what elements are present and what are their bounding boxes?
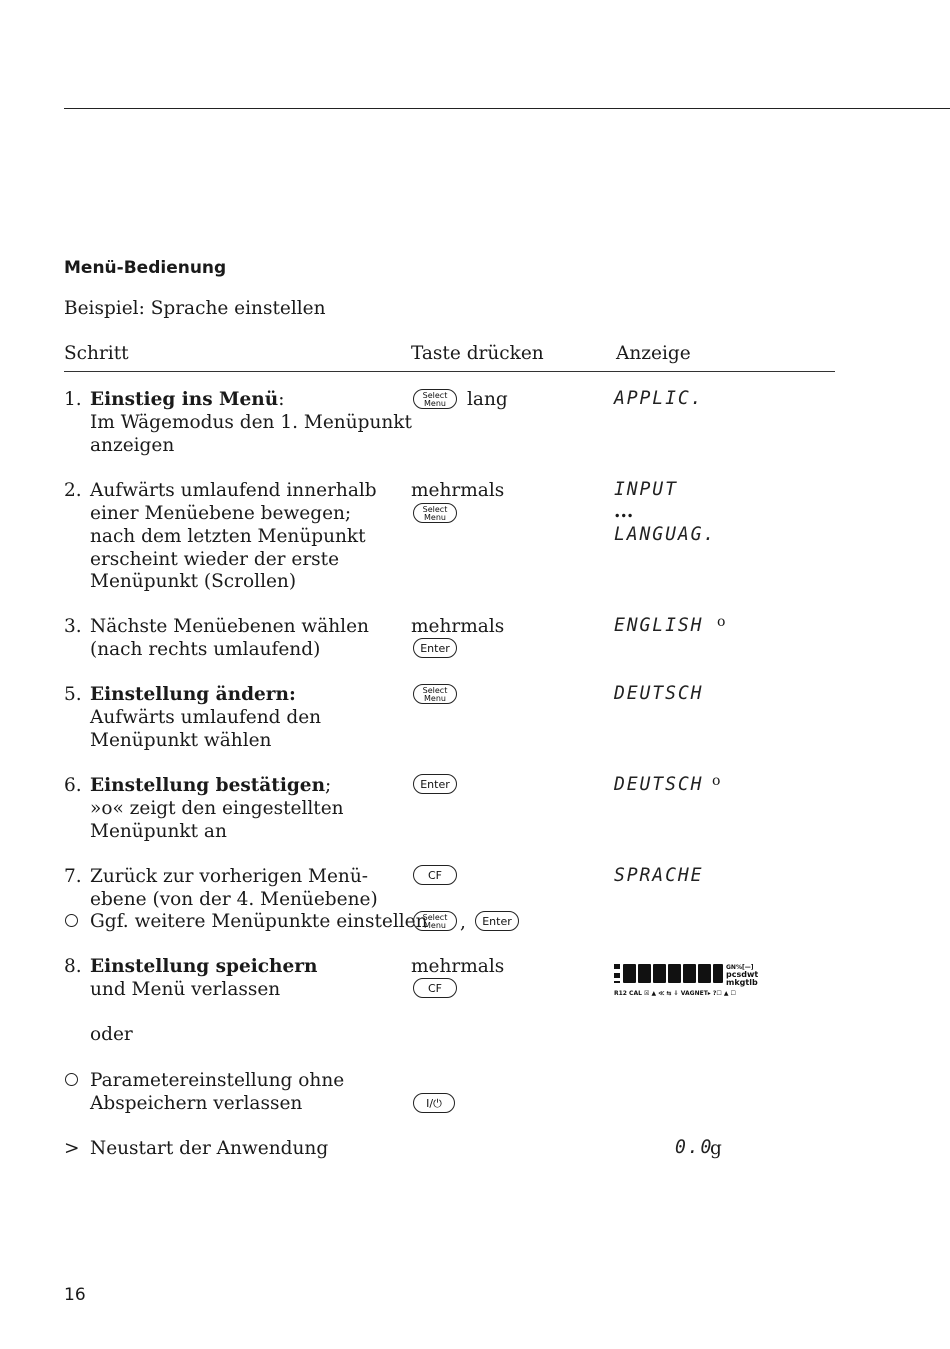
page-number: 16 bbox=[64, 1285, 86, 1305]
lcd-status-row: R12 CAL ☒ ▲ ≪ ⇆ ⇩ VAGNET▸ ?☐ ▲ ☐ bbox=[614, 990, 736, 997]
step-number: 2. bbox=[64, 480, 82, 501]
key-label-bottom: Menu bbox=[424, 694, 446, 703]
column-header-display: Anzeige bbox=[616, 343, 691, 364]
step-number: 6. bbox=[64, 775, 82, 796]
lcd-plus-mark bbox=[614, 973, 620, 978]
step-text: »o« zeigt den eingestellten bbox=[90, 798, 344, 819]
key-label-top: Select bbox=[422, 505, 448, 514]
key-label-top: Select bbox=[422, 686, 448, 695]
step-text: erscheint wieder der erste bbox=[90, 549, 340, 570]
key-label-top: Select bbox=[422, 391, 448, 400]
step-number: 7. bbox=[64, 866, 82, 887]
bullet-circle-icon bbox=[65, 914, 78, 927]
step-text: anzeigen bbox=[90, 435, 175, 456]
key-hint: mehrmals bbox=[411, 480, 505, 501]
lcd-display: DEUTSCH bbox=[614, 773, 704, 795]
step-text: Menüpunkt an bbox=[90, 821, 227, 842]
cf-key[interactable]: CF bbox=[413, 978, 457, 998]
lcd-display: DEUTSCH bbox=[614, 682, 704, 704]
select-menu-key[interactable] bbox=[413, 503, 457, 523]
step-title bbox=[90, 388, 284, 411]
header-rule bbox=[64, 371, 835, 372]
lcd-display: ENGLISH bbox=[614, 614, 704, 636]
step-number: 5. bbox=[64, 684, 82, 705]
lcd-all-segments-icon bbox=[614, 962, 764, 998]
key-label-bottom: Menu bbox=[424, 399, 446, 408]
step-text: nach dem letzten Menüpunkt bbox=[90, 526, 366, 547]
select-menu-key[interactable] bbox=[413, 389, 457, 409]
lcd-units-row1: GN%[—] bbox=[726, 964, 754, 971]
column-header-key: Taste drücken bbox=[411, 343, 544, 364]
lcd-digits bbox=[623, 964, 723, 983]
lcd-arrow-mark bbox=[614, 964, 620, 969]
step-text: und Menü verlassen bbox=[90, 979, 281, 1000]
key-label-bottom: Menu bbox=[424, 921, 446, 930]
key-hint: mehrmals bbox=[411, 616, 505, 637]
step-text: Aufwärts umlaufend den bbox=[90, 707, 322, 728]
lcd-display: LANGUAG. bbox=[614, 523, 717, 545]
step-text: Im Wägemodus den 1. Menüpunkt bbox=[90, 412, 412, 433]
step-text: Ggf. weitere Menüpunkte einstellen bbox=[90, 911, 428, 932]
lcd-display: 0.0 bbox=[675, 1136, 714, 1158]
select-menu-key[interactable] bbox=[413, 911, 457, 931]
step-text: Nächste Menüebenen wählen bbox=[90, 616, 369, 637]
step-text: Aufwärts umlaufend innerhalb bbox=[90, 480, 377, 501]
section-title: Menü-Bedienung bbox=[64, 258, 227, 278]
lcd-minus-mark bbox=[614, 981, 620, 983]
lcd-units-row3: mkgtlb bbox=[726, 978, 758, 987]
key-label-bottom: Menu bbox=[424, 513, 446, 522]
step-title-text: Einstieg ins Menü bbox=[90, 389, 279, 410]
step-text: ebene (von der 4. Menüebene) bbox=[90, 889, 378, 910]
step-text: einer Menüebene bewegen; bbox=[90, 503, 352, 524]
step-number: 8. bbox=[64, 956, 82, 977]
unit-label: g bbox=[710, 1138, 722, 1159]
step-title-suffix: ; bbox=[325, 775, 332, 796]
lcd-display: SPRACHE bbox=[614, 864, 704, 886]
lcd-units-row2: pcsdwt bbox=[726, 970, 759, 979]
result-marker: > bbox=[64, 1138, 80, 1159]
column-header-step: Schritt bbox=[64, 343, 129, 364]
top-rule bbox=[64, 108, 950, 109]
step-number: 3. bbox=[64, 616, 82, 637]
step-title bbox=[90, 774, 331, 797]
step-text: Menüpunkt wählen bbox=[90, 730, 272, 751]
select-menu-key[interactable] bbox=[413, 684, 457, 704]
step-text: Zurück zur vorherigen Menü- bbox=[90, 866, 368, 887]
enter-key[interactable]: Enter bbox=[475, 911, 519, 931]
key-hint: mehrmals bbox=[411, 956, 505, 977]
step-title: Einstellung ändern: bbox=[90, 684, 296, 705]
step-text: Abspeichern verlassen bbox=[90, 1093, 303, 1114]
key-separator: , bbox=[460, 912, 466, 933]
selected-indicator: o bbox=[712, 773, 721, 789]
lcd-display: APPLIC. bbox=[614, 387, 704, 409]
step-title-text: Einstellung bestätigen bbox=[90, 775, 326, 796]
step-text: Neustart der Anwendung bbox=[90, 1138, 329, 1159]
ellipsis: ... bbox=[614, 501, 634, 522]
step-text: (nach rechts umlaufend) bbox=[90, 639, 321, 660]
alternative-label: oder bbox=[90, 1024, 133, 1045]
step-number: 1. bbox=[64, 389, 82, 410]
step-text: Parametereinstellung ohne bbox=[90, 1070, 345, 1091]
enter-key[interactable]: Enter bbox=[413, 774, 457, 794]
enter-key[interactable]: Enter bbox=[413, 638, 457, 658]
cf-key[interactable]: CF bbox=[413, 865, 457, 885]
step-text: Menüpunkt (Scrollen) bbox=[90, 571, 297, 592]
selected-indicator: o bbox=[717, 614, 726, 630]
bullet-circle-icon bbox=[65, 1073, 78, 1086]
on-off-key[interactable]: I/⏻ bbox=[413, 1093, 455, 1113]
step-title-suffix: : bbox=[278, 389, 285, 410]
key-hint: lang bbox=[467, 389, 508, 410]
step-title: Einstellung speichern bbox=[90, 956, 318, 977]
key-label-top: Select bbox=[422, 913, 448, 922]
lcd-display: INPUT bbox=[614, 478, 678, 500]
example-line: Beispiel: Sprache einstellen bbox=[64, 298, 326, 319]
